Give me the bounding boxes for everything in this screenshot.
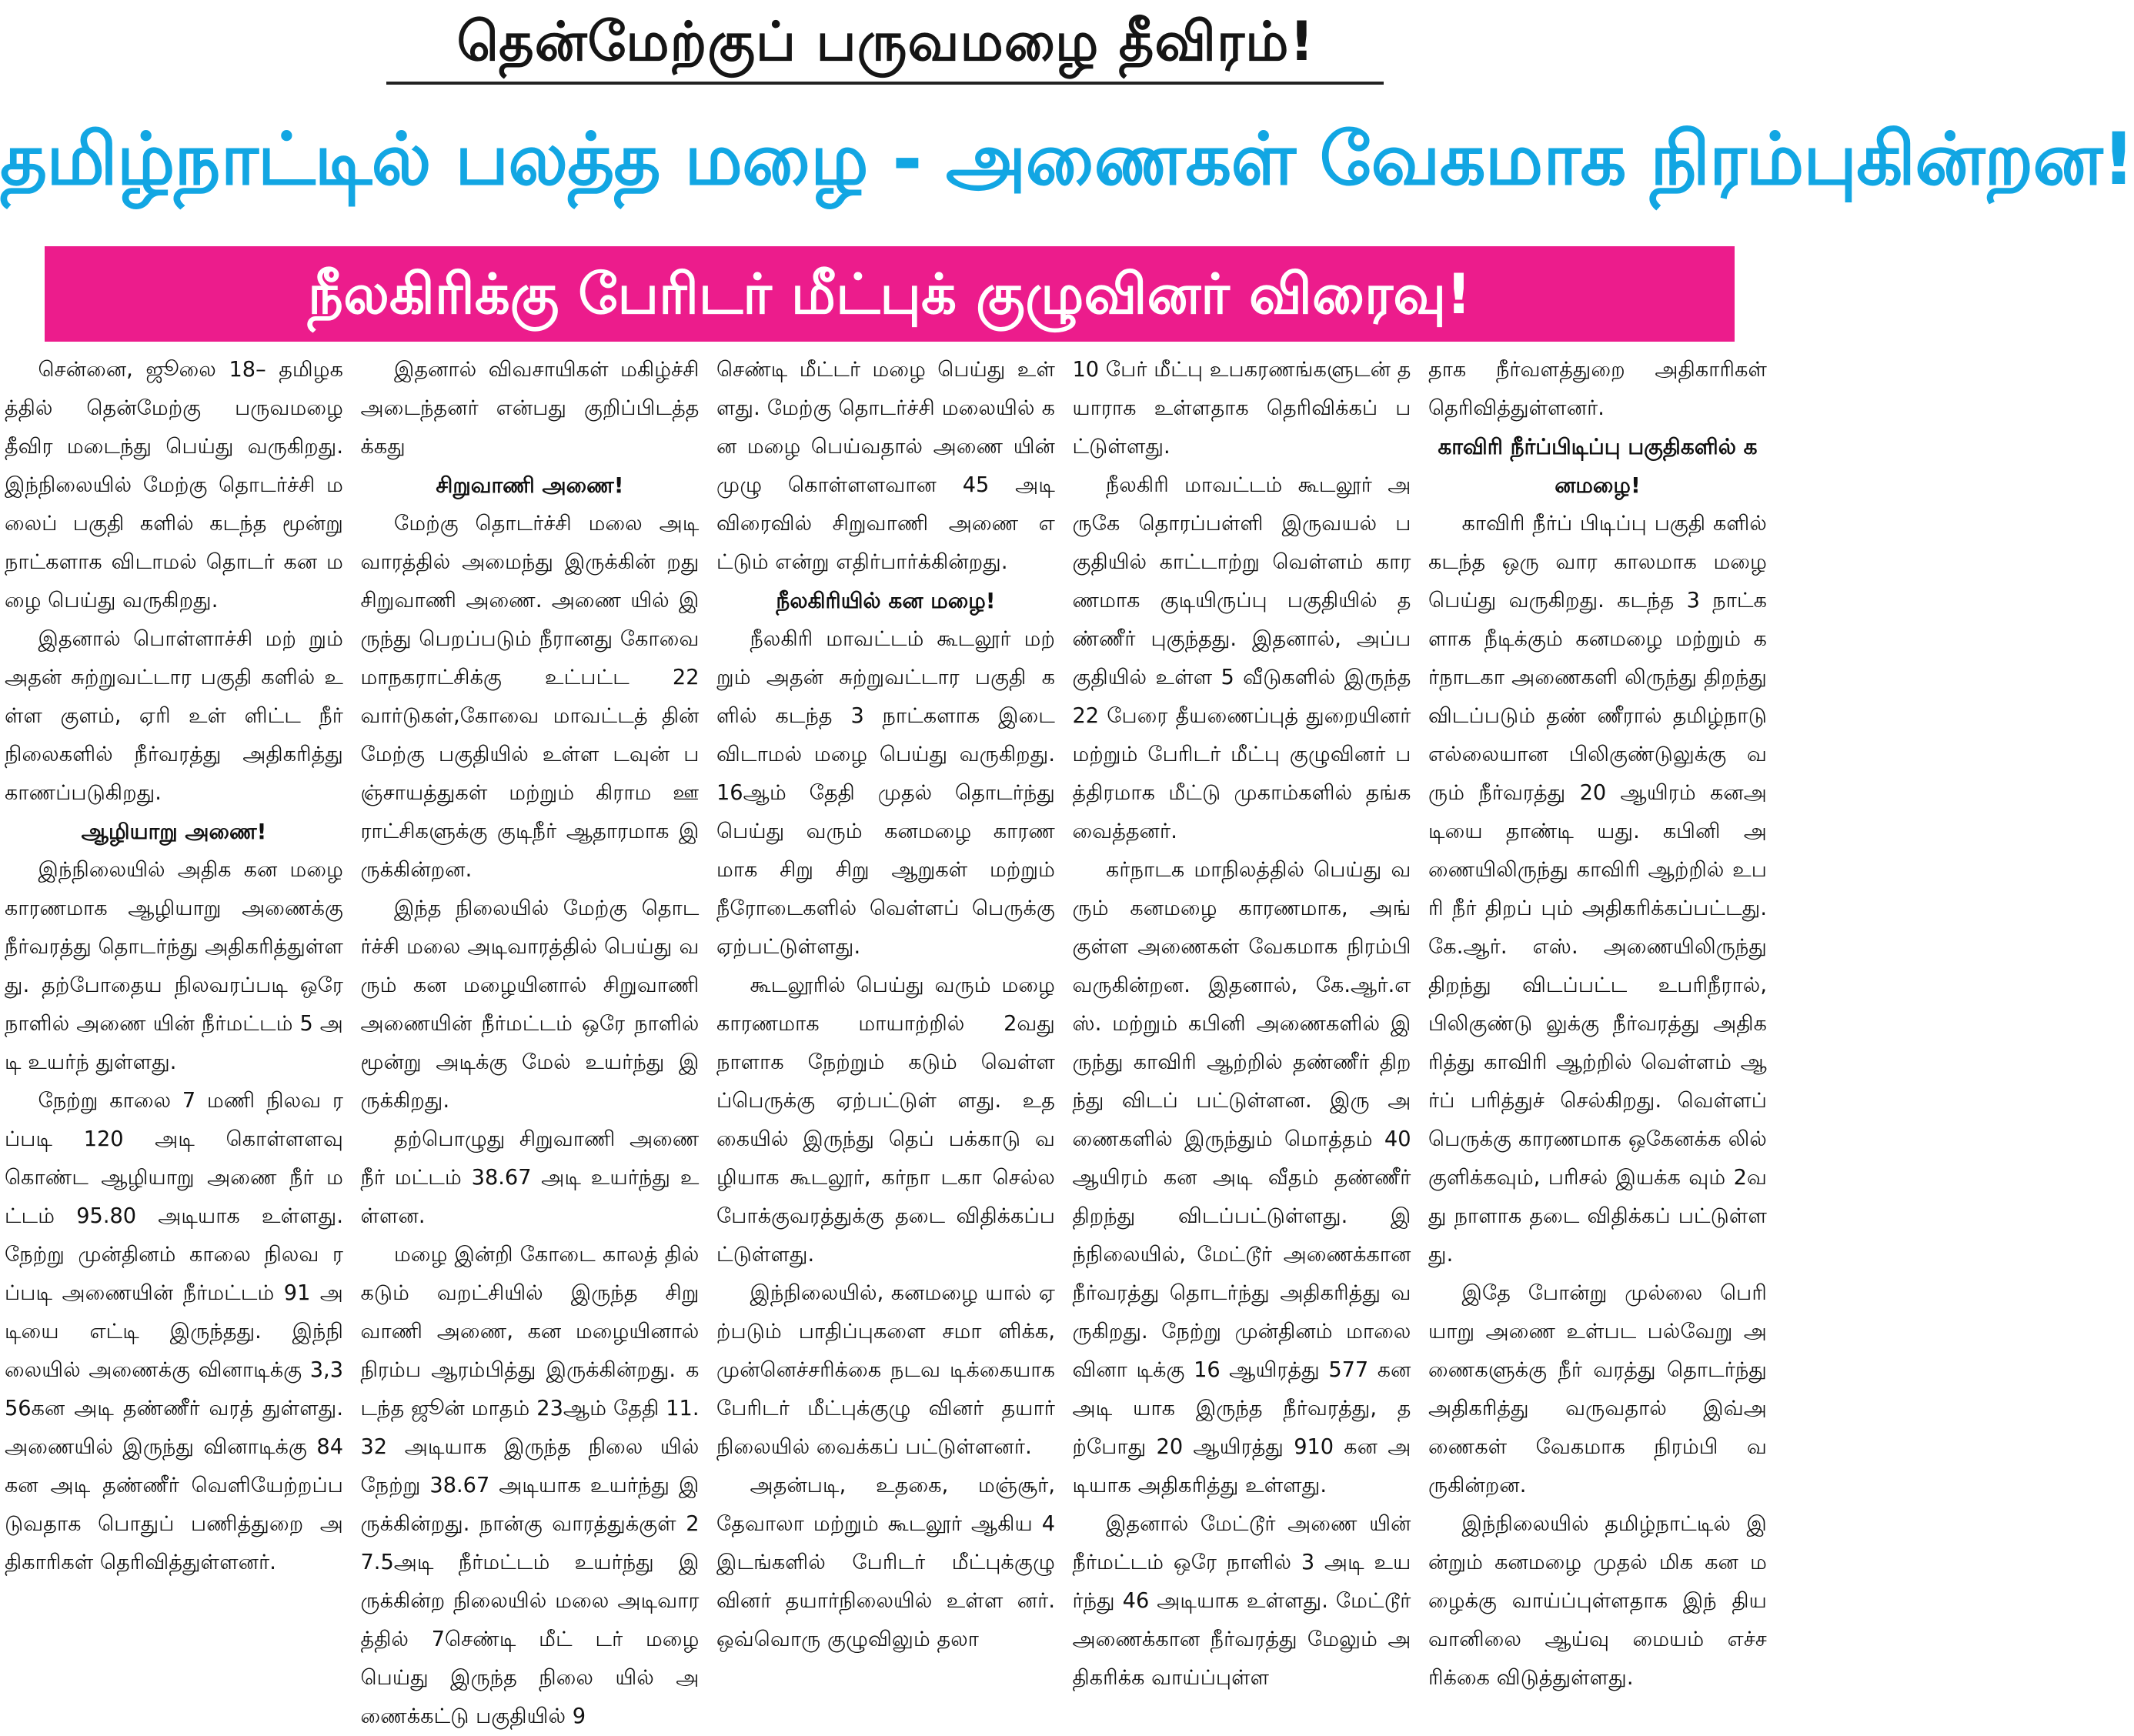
paragraph: மழை இன்றி கோடை காலத் தில் கடும் வறட்சியில் இருந்த சிறு வாணி அணை, கன மழையினால் நிரம்ப ஆரம்பித்து இருக்கின்றது. கடந்த ஜூன் மாதம் 23ஆம் தேதி 11.32 அடியாக இருந்த நிலை யில் நேற்று 38.67 அடியாக உயர்ந்து இருக்கின்றது. நான்கு வாரத்துக்குள் 27.5அடி நீர்மட்டம் உயர்ந்து இருக்கின்ற நிலையில் மலை அடிவாரத்தில் 7செண்டி மீட் டர் மழை பெய்து இருந்த நிலை யில் அணைக்கட்டு பகுதியில் 9 [360,1243,700,1728]
paragraph: கூடலூரில் பெய்து வரும் மழை காரணமாக மாயாற்றில் 2வது நாளாக நேற்றும் கடும் வெள்ளப்பெருக்கு ஏற்பட்டுள் ளது. உதகையில் இருந்து தெப் பக்காடு வழியாக கூடலூர், கர்நா டகா செல்ல போக்குவரத்துக்கு தடை விதிக்கப்பட்டுள்ளது. [716,973,1055,1267]
paragraph: 10 பேர் மீட்பு உபகரணங்களுடன் தயாராக உள்ளதாக தெரிவிக்கப் பட்டுள்ளது. [1072,358,1411,459]
main-headline: தமிழ்நாட்டில் பலத்த மழை - அணைகள் வேகமாக நிரம்புகின்றன! [0,118,2134,202]
section-heading: ஆழியாறு அணை! [81,819,267,844]
paragraph: இந்நிலையில், கனமழை யால் ஏற்படும் பாதிப்புகளை சமா ளிக்க, முன்னெச்சரிக்கை நடவ டிக்கையாக பேரிடர் மீட்புக்குழு வினர் தயார் நிலையில் வைக்கப் பட்டுள்ளனர். [716,1281,1055,1459]
article-column-2 [360,351,700,1728]
paragraph: தாக நீர்வளத்துறை அதிகாரிகள் தெரிவித்துள்ளனர். [1428,358,1767,420]
article-body [5,351,1767,1728]
paragraph: இந்நிலையில் அதிக கன மழை காரணமாக ஆழியாறு அணைக்கு நீர்வரத்து தொடர்ந்து அதிகரித்துள்ளது. தற்போதைய நிலவரப்படி ஒரே நாளில் அணை யின் நீர்மட்டம் 5 அடி உயர்ந் துள்ளது. [5,858,343,1074]
kicker-headline: தென்மேற்குப் பருவமழை தீவிரம்! [456,10,1315,73]
paragraph: நேற்று காலை 7 மணி நிலவ ரப்படி 120 அடி கொள்ளளவு கொண்ட ஆழியாறு அணை நீர் மட்டம் 95.80 அடியாக உள்ளது. நேற்று முன்தினம் காலை நிலவ ரப்படி அணையின் நீர்மட்டம் 91 அடியை எட்டி இருந்தது. இந்நி லையில் அணைக்கு வினாடிக்கு 3,356கன அடி தண்ணீர் வரத் துள்ளது. அணையில் இருந்து வினாடிக்கு 84கன அடி தண்ணீர் வெளியேற்றப்படுவதாக பொதுப் பணித்துறை அதிகாரிகள் தெரிவித்துள்ளனர். [5,1089,343,1574]
paragraph: காவிரி நீர்ப் பிடிப்பு பகுதி களில் கடந்த ஒரு வார காலமாக மழை பெய்து வருகிறது. கடந்த 3 நாட்களாக நீடிக்கும் கனமழை மற்றும் கர்நாடகா அணைகளி லிருந்து திறந்து விடப்படும் தண் ணீரால் தமிழ்நாடு எல்லையான பிலிகுண்டுலுக்கு வரும் நீர்வரத்து 20 ஆயிரம் கனஅடியை தாண்டி யது. கபினி அணையிலிருந்து காவிரி ஆற்றில் உபரி நீர் திறப் பும் அதிகரிக்கப்பட்டது. கே.ஆர். எஸ். அணையிலிருந்து திறந்து விடப்பட்ட உபரிநீரால், பிலிகுண்டு லுக்கு நீர்வரத்து அதிகரித்து காவிரி ஆற்றில் வெள்ளம் ஆர்ப் பரித்துச் செல்கிறது. வெள்ளப் பெருக்கு காரணமாக ஒகேனக்க லில் குளிக்கவும், பரிசல் இயக்க வும் 2வது நாளாக தடை விதிக்கப் பட்டுள்ளது. [1428,512,1767,1267]
paragraph: அதன்படி, உதகை, மஞ்சூர், தேவாலா மற்றும் கூடலூர் ஆகிய 4 இடங்களில் பேரிடர் மீட்புக்குழு வினர் தயார்நிலையில் உள்ள னர். ஒவ்வொரு குழுவிலும் தலா [716,1474,1055,1651]
article-column-1 [5,351,343,1658]
paragraph: இந்நிலையில் தமிழ்நாட்டில் இன்றும் கனமழை முதல் மிக கன மழைக்கு வாய்ப்புள்ளதாக இந் திய வானிலை ஆய்வு மையம் எச்சரிக்கை விடுத்துள்ளது. [1428,1512,1767,1690]
paragraph: இந்த நிலையில் மேற்கு தொடர்ச்சி மலை அடிவாரத்தில் பெய்து வரும் கன மழையினால் சிறுவாணி அணையின் நீர்மட்டம் ஒரே நாளில் மூன்று அடிக்கு மேல் உயர்ந்து இருக்கிறது. [360,896,700,1113]
paragraph: சென்னை, ஜூலை 18– தமிழகத்தில் தென்மேற்கு பருவமழை தீவிர மடைந்து பெய்து வருகிறது. இந்நிலையில் மேற்கு தொடர்ச்சி மலைப் பகுதி களில் கடந்த மூன்று நாட்களாக விடாமல் தொடர் கன மழை பெய்து வருகிறது. [5,358,343,613]
paragraph: கர்நாடக மாநிலத்தில் பெய்து வரும் கனமழை காரணமாக, அங் குள்ள அணைகள் வேகமாக நிரம்பி வருகின்றன. இதனால், கே.ஆர்.எஸ். மற்றும் கபினி அணைகளில் இருந்து காவிரி ஆற்றில் தண்ணீர் திறந்து விடப் பட்டுள்ளன. இரு அணைகளில் இருந்தும் மொத்தம் 40 ஆயிரம் கன அடி வீதம் தண்ணீர் திறந்து விடப்பட்டுள்ளது. இந்நிலையில், மேட்டூர் அணைக்கான நீர்வரத்து தொடர்ந்து அதிகரித்து வருகிறது. நேற்று முன்தினம் மாலை வினா டிக்கு 16 ஆயிரத்து 577 கன அடி யாக இருந்த நீர்வரத்து, தற்போது 20 ஆயிரத்து 910 கன அடியாக அதிகரித்து உள்ளது. [1072,858,1411,1497]
article-column-3 [716,351,1055,1658]
article-column-5 [1428,351,1767,1690]
paragraph: இதனால் விவசாயிகள் மகிழ்ச்சி அடைந்தனர் என்பது குறிப்பிடத்தக்கது [360,358,700,459]
kicker-underline [386,82,1384,85]
section-heading: நீலகிரியில் கன மழை! [776,588,996,613]
paragraph: இதனால் மேட்டூர் அணை யின் நீர்மட்டம் ஒரே நாளில் 3 அடி உயர்ந்து 46 அடியாக உள்ளது. மேட்டூர் அணைக்கான நீர்வரத்து மேலும் அதிகரிக்க வாய்ப்புள்ள [1072,1512,1411,1690]
paragraph: இதே போன்று முல்லை பெரி யாறு அணை உள்பட பல்வேறு அணைகளுக்கு நீர் வரத்து தொடர்ந்து அதிகரித்து வருவதால் இவ்அணைகள் வேகமாக நிரம்பி வருகின்றன. [1428,1281,1767,1497]
paragraph: செண்டி மீட்டர் மழை பெய்து உள் ளது. மேற்கு தொடர்ச்சி மலையில் கன மழை பெய்வதால் அணை யின் முழு கொள்ளளவான 45 அடி விரைவில் சிறுவாணி அணை எட்டும் என்று எதிர்பார்க்கின்றது. [716,358,1055,574]
paragraph: இதனால் பொள்ளாச்சி மற் றும் அதன் சுற்றுவட்டார பகுதி களில் உள்ள குளம், ஏரி உள் ளிட்ட நீர் நிலைகளில் நீர்வரத்து அதிகரித்து காணப்படுகிறது. [5,627,343,805]
section-heading: சிறுவாணி அணை! [436,472,624,498]
subheadline-banner [45,246,1735,342]
section-heading: காவிரி நீர்ப்பிடிப்பு பகுதிகளில் கனமழை! [1438,434,1758,498]
paragraph: மேற்கு தொடர்ச்சி மலை அடி வாரத்தில் அமைந்து இருக்கின் றது சிறுவாணி அணை. அணை யில் இருந்து பெறப்படும் நீரானது கோவை மாநகராட்சிக்கு உட்பட்ட 22வார்டுகள்,கோவை மாவட்டத் தின் மேற்கு பகுதியில் உள்ள டவுன் பஞ்சாயத்துகள் மற்றும் கிராம ஊராட்சிகளுக்கு குடிநீர் ஆதாரமாக இருக்கின்றன. [360,512,700,882]
subheadline-text: நீலகிரிக்கு பேரிடர் மீட்புக் குழுவினர் விரைவு! [308,262,1471,326]
paragraph: தற்பொழுது சிறுவாணி அணை நீர் மட்டம் 38.67 அடி உயர்ந்து உள்ளன. [360,1127,700,1228]
paragraph: நீலகிரி மாவட்டம் கூடலூர் மற் றும் அதன் சுற்றுவட்டார பகுதி களில் கடந்த 3 நாட்களாக இடை விடாமல் மழை பெய்து வருகிறது. 16ஆம் தேதி முதல் தொடர்ந்து பெய்து வரும் கனமழை காரண மாக சிறு சிறு ஆறுகள் மற்றும் நீரோடைகளில் வெள்ளப் பெருக்கு ஏற்பட்டுள்ளது. [716,627,1055,959]
paragraph: நீலகிரி மாவட்டம் கூடலூர் அருகே தொரப்பள்ளி இருவயல் பகுதியில் காட்டாற்று வெள்ளம் காரணமாக குடியிருப்பு பகுதியில் தண்ணீர் புகுந்தது. இதனால், அப்பகுதியில் உள்ள 5 வீடுகளில் இருந்த 22 பேரை தீயணைப்புத் துறையினர் மற்றும் பேரிடர் மீட்பு குழுவினர் பத்திரமாக மீட்டு முகாம்களில் தங்க வைத்தனர். [1072,473,1411,843]
article-column-4 [1072,351,1411,1690]
